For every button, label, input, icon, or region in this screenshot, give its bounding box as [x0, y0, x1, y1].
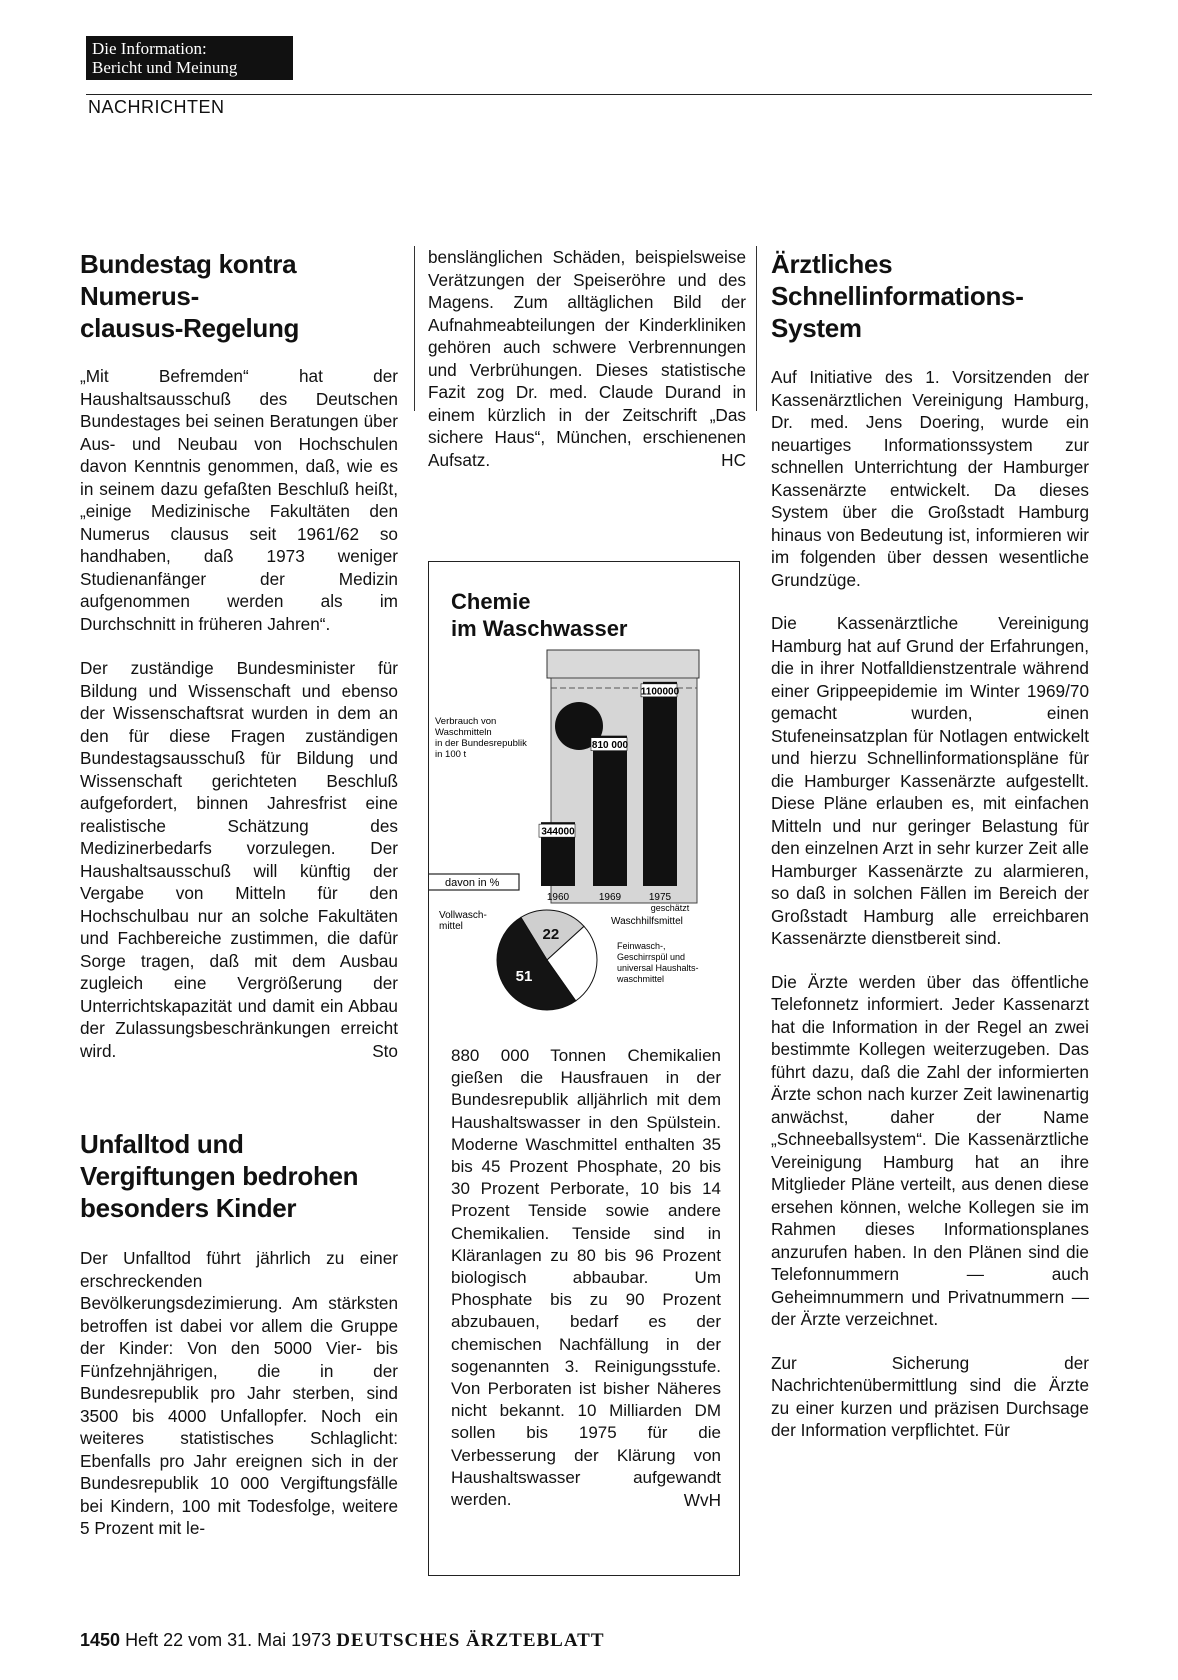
bar-category-label: 1975 [648, 892, 672, 903]
article-1-title-line: clausus-Regelung [80, 313, 300, 343]
infobox-text [451, 1045, 721, 1512]
pie-label-feinwaschmittel: Feinwasch-, [617, 941, 666, 951]
article-2-title-line: besonders Kinder [80, 1193, 297, 1223]
chart-description-line: Waschmitteln [435, 727, 492, 738]
pie-label-waschhilfsmittel: Waschhilfsmittel [611, 916, 683, 927]
infobox-title-line: im Waschwasser [451, 616, 628, 641]
article-1-signature-row [80, 1040, 398, 1063]
bar-value-label: 1100000 [640, 686, 680, 698]
chart-description-line: Verbrauch von [435, 716, 497, 727]
rubric-line-2: Bericht und Meinung [92, 58, 238, 77]
article-2-title-line: Vergiftungen bedrohen [80, 1161, 359, 1191]
article-3-title-line: Schnellinformations- [771, 281, 1024, 311]
magazine-name: DEUTSCHES ÄRZTEBLATT [336, 1630, 605, 1651]
chart-description [435, 716, 527, 760]
rubric-box [86, 36, 293, 80]
pie-chart [497, 910, 597, 1010]
bar-category-labels [547, 892, 690, 913]
pie-label-vollwaschmittel: Vollwasch- [439, 910, 487, 921]
rubric-line-1: Die Information: [92, 39, 207, 58]
infobox-signature: WvH [683, 1490, 721, 1511]
article-3-paragraph: Die Kassenärztliche Vereinigung Hamburg hat auf Grund der Erfahrungen, die in ihrer Notfalldienstzentrale während einer Grippeepidemie im Winter 1969/70 gemacht wurden, einen Stufeneinsatzplan für Notlagen entwickelt und hierzu Schnellinformationspläne für die Hamburger Kassenärzte aufgestellt. Diese Pläne erlauben es, mit einfachen Mitteln und nur geringer Belastung für den einzelnen Arzt in sehr kurzer Zeit alle Hamburger Kassenärzte zu alarmieren, so daß in solchen Fällen im Bereich der Großstadt Hamburg alle erreichbaren Kassenärzte dienstbereit sind. [771, 613, 1089, 948]
column-divider-2 [756, 246, 757, 411]
infobox-waschwasser [428, 561, 740, 1576]
infobox-title-line: Chemie [451, 589, 531, 614]
article-3-paragraph: Die Ärzte werden über das öffentliche Telefonnetz informiert. Jeder Kassenarzt hat die Information in der Regel an zwei bestimmte Kollegen weiterzugeben. Das führt dazu, daß die Zahl der informierten Ärzte schon nach kurzer Zeit lawinenartig anwächst, daher der Name „Schneeballsystem“. Die Kassenärztliche Vereinigung Hamburg hat an ihre Mitglieder Pläne verteilt, aus denen diese ersehen können, welche Kollegen sie im Rahmen dieses Informationsplanes anzurufen haben. In den Plänen sind die Telefonnummern — auch Geheimnummern und Privatnummern — der Ärzte verzeichnet. [771, 971, 1089, 1329]
header-rule [86, 94, 1092, 95]
pie-label-feinwaschmittel: universal Haushalts- [617, 963, 699, 973]
article-2-signature: HC [721, 449, 746, 470]
article-2-paragraph: Der Unfalltod führt jährlich zu einer erschreckenden Bevölkerungsdezimierung. Am stärksten betroffen ist dabei vor allem die Gruppe der Kinder: Von den 5000 Vier- bis Fünfzehnjährigen, die in der Bundesrepublik pro Jahr sterben, sind 3500 bis 4000 Unfallopfer. Noch ein weiteres statistisches Schlaglicht: Ebenfalls pro Jahr ereignen sich in der Bundesrepublik 10 000 Vergiftungsfälle bei Kindern, 100 mit Todesfolge, weitere 5 Prozent mit le- [80, 1248, 398, 1538]
bar-value-label: 344000 [541, 826, 575, 838]
pie-header: davon in % [445, 877, 500, 889]
chart-description-line: in 100 t [435, 749, 467, 760]
column-1 [80, 248, 398, 1540]
column-divider-1 [414, 246, 415, 411]
page-footer [80, 1630, 605, 1652]
section-label: NACHRICHTEN [88, 97, 225, 117]
article-1-paragraph: Der zuständige Bundesminister für Bildung und Wissenschaft und ebenso der Wissenschaftsrat wurden in dem an den für diese Fragen zuständigen Bundestagsausschuß für Bildung und Wissenschaft gerichteten Beschluß aufgefordert, binnen Jahresfrist eine realistische Schätzung des Medizinerbedarfs vorzulegen. Der Haushaltsausschuß will künftig der Vergabe von Mitteln für den Hochschulbau nur an solche Fakultäten und Fachbereiche zustimmen, die dafür Sorge tragen, daß mit dem Ausbau zugleich eine Vergrößerung der Unterrichtskapazität und damit ein Abbau der Zulassungsbeschränkungen erreicht wird. [80, 658, 398, 1061]
article-1-title [80, 248, 398, 344]
article-3-title [771, 248, 1089, 344]
bar-category-label: 1960 [546, 892, 570, 903]
column-3 [771, 248, 1089, 1442]
article-3-paragraph: Zur Sicherung der Nachrichtenübermittlung sind die Ärzte zu einer kurzen und präzisen Durchsage der Information verpflichtet. Für [771, 1352, 1089, 1440]
article-1-paragraph: „Mit Befremden“ hat der Haushaltsausschuß des Deutschen Bundestages bei seinen Beratungen über Aus- und Neubau von Hochschulen davon Kenntnis genommen, daß, wie es in seinem dazu gefaßten Beschluß heißt, „einige Medizinische Fakultäten den Numerus clausus seit 1961/62 so handhaben, daß 1973 weniger Studienanfänger der Medizin aufgenommen werden als im Durchschnitt in früheren Jahren“. [80, 366, 398, 634]
infobox-paragraph: 880 000 Tonnen Chemikalien gießen die Hausfrauen in der Bundesrepublik alljährlich mit dem Haushaltswasser in den Spülstein. Moderne Waschmittel enthalten 35 bis 45 Prozent Phosphate, 20 bis 30 Prozent Perborate, 10 bis 14 Prozent Tenside sowie andere Chemikalien. Tenside sind in Kläranlagen zu 80 bis 96 Prozent biologisch abbaubar. Um Phosphate bis zu 90 Prozent abzubauen, bedarf es der chemischen Nachfällung in der sogenannten 3. Reinigungsstufe. Von Perboraten ist bisher Näheres nicht bekannt. 10 Milliarden DM sollen bis 1975 für die Verbesserung der Klärung von Haushaltswasser aufgewandt werden. [451, 1046, 721, 1510]
pie-value-label: 51 [515, 968, 533, 986]
pie-label-feinwaschmittel: waschmittel [617, 974, 665, 984]
waschmittel-chart [429, 614, 739, 1034]
article-1-title-line: Numerus- [80, 281, 199, 311]
article-1-title-line: Bundestag kontra [80, 249, 297, 279]
bar-1975 [643, 682, 677, 886]
pie-label-feinwaschmittel: Geschirrspül und [617, 952, 686, 962]
pie-label-vollwaschmittel: mittel [439, 921, 463, 932]
article-3-paragraph: Auf Initiative des 1. Vorsitzenden der Kassenärztlichen Vereinigung Hamburg, Dr. med. Jens Doering, wurde ein neuartiges Informationssystem zur schnellen Unterrichtung der Hamburger Kassenärzte entwickelt. Da dieses System über die Großstadt Hamburg hinaus von Bedeutung ist, informieren wir im folgenden über dessen wesentliche Grundzüge. [771, 367, 1089, 590]
article-2-paragraph-continued: benslänglichen Schäden, beispielsweise Verätzungen der Speiseröhre und des Magens. Zum alltäglichen Bild der Aufnahmeabteilungen der Kinderkliniken gehören auch schwere Verbrennungen und Verbrühungen. Dieses statistische Fazit zog Dr. med. Claude Durand in einem kürzlich in der Zeitschrift „Das sichere Haus“, München, erschienenen Aufsatz. [428, 247, 746, 470]
pie-value-label: 22 [542, 925, 560, 943]
bar-category-label: 1969 [598, 892, 622, 903]
bar-1969 [593, 736, 627, 886]
article-2-title-line: Unfalltod und [80, 1129, 244, 1159]
chart-description-line: in der Bundesrepublik [435, 738, 527, 749]
issue-info: Heft 22 vom 31. Mai 1973 [125, 1630, 332, 1650]
page-number: 1450 [80, 1630, 121, 1650]
bar-value-label: 810 000 [591, 740, 629, 752]
article-3-title-line: System [771, 313, 862, 343]
column-2 [428, 246, 746, 471]
article-3-title-line: Ärztliches [771, 249, 893, 279]
bar-category-note: geschätzt [650, 903, 690, 913]
article-2-title [80, 1128, 398, 1224]
article-1-signature: Sto [372, 1040, 398, 1061]
